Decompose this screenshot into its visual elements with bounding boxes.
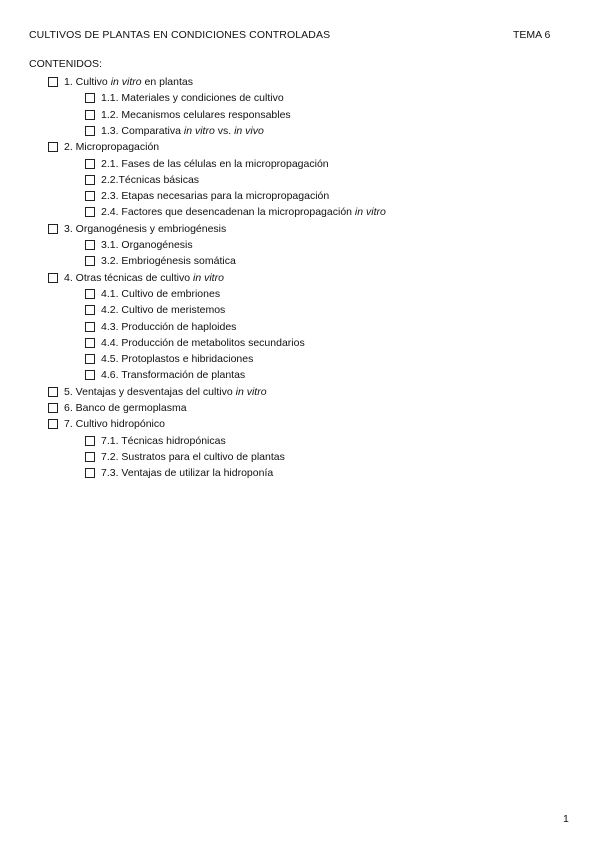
checkbox-icon[interactable] <box>85 452 95 462</box>
checkbox-icon[interactable] <box>85 338 95 348</box>
checkbox-icon[interactable] <box>85 240 95 250</box>
toc-item-label: 7. Cultivo hidropónico <box>64 418 165 431</box>
toc-item-label: 4.4. Producción de metabolitos secundarios <box>101 336 305 349</box>
toc-item-label: 2.1. Fases de las células en la micropropagación <box>101 157 329 170</box>
toc-item-label: 1.3. Comparativa in vitro vs. in vivo <box>101 124 264 137</box>
checkbox-icon[interactable] <box>85 191 95 201</box>
toc-subsection <box>85 319 236 335</box>
toc-subsection <box>85 107 291 123</box>
toc-item-label: 4.3. Producción de haploides <box>101 320 237 333</box>
toc-item-label: 7.2. Sustratos para el cultivo de plantas <box>101 450 285 463</box>
toc-item-label: 2.3. Etapas necesarias para la micropropagación <box>101 190 330 203</box>
toc-item-label: 3. Organogénesis y embriogénesis <box>64 222 227 235</box>
toc-section <box>48 74 193 90</box>
checkbox-icon[interactable] <box>48 387 58 397</box>
toc-subsection <box>85 449 285 465</box>
checkbox-icon[interactable] <box>48 403 58 413</box>
toc-section <box>48 139 159 155</box>
checkbox-icon[interactable] <box>48 142 58 152</box>
toc-subsection <box>85 172 199 188</box>
checkbox-icon[interactable] <box>85 93 95 103</box>
toc-item-label: 4.1. Cultivo de embriones <box>101 287 221 300</box>
checkbox-icon[interactable] <box>48 77 58 87</box>
checkbox-icon[interactable] <box>85 175 95 185</box>
checkbox-icon[interactable] <box>85 305 95 315</box>
toc-item-label: 2. Micropropagación <box>64 141 160 154</box>
page-number: 1 <box>563 813 569 825</box>
toc-item-label: 4.6. Transformación de plantas <box>101 369 246 382</box>
toc-subsection <box>85 302 225 318</box>
toc-item-label: 3.1. Organogénesis <box>101 239 193 251</box>
toc-subsection <box>85 123 264 139</box>
checkbox-icon[interactable] <box>85 126 95 136</box>
document-title: CULTIVOS DE PLANTAS EN CONDICIONES CONTROLADAS <box>29 29 331 41</box>
toc-subsection <box>85 433 226 449</box>
checkbox-icon[interactable] <box>85 289 95 299</box>
toc-subsection <box>85 237 193 253</box>
toc-subsection <box>85 156 329 172</box>
toc-subsection <box>85 204 386 220</box>
toc-section <box>48 270 224 286</box>
toc-item-label: 5. Ventajas y desventajas del cultivo in vitro <box>64 385 267 398</box>
checkbox-icon[interactable] <box>85 322 95 332</box>
toc-subsection <box>85 465 273 481</box>
toc-item-label: 3.2. Embriogénesis somática <box>101 255 236 268</box>
toc-item-label: 2.2.Técnicas básicas <box>101 173 200 186</box>
toc-item-label: 1. Cultivo in vitro en plantas <box>64 76 193 88</box>
topic-label: TEMA 6 <box>513 29 551 41</box>
toc-item-label: 6. Banco de germoplasma <box>64 402 187 414</box>
checkbox-icon[interactable] <box>85 207 95 217</box>
toc-item-label: 1.1. Materiales y condiciones de cultivo <box>101 92 284 105</box>
checkbox-icon[interactable] <box>48 224 58 234</box>
checkbox-icon[interactable] <box>85 354 95 364</box>
toc-section <box>48 384 267 400</box>
toc-subsection <box>85 253 236 269</box>
toc-subsection <box>85 286 220 302</box>
checkbox-icon[interactable] <box>48 273 58 283</box>
toc-item-label: 1.2. Mecanismos celulares responsables <box>101 108 291 121</box>
toc-section <box>48 221 226 237</box>
checkbox-icon[interactable] <box>85 370 95 380</box>
checkbox-icon[interactable] <box>85 468 95 478</box>
toc-subsection <box>85 367 245 383</box>
toc-item-label: 7.1. Técnicas hidropónicas <box>101 434 226 447</box>
toc-subsection <box>85 335 305 351</box>
checkbox-icon[interactable] <box>85 436 95 446</box>
toc-item-label: 4.5. Protoplastos e hibridaciones <box>101 353 254 366</box>
checkbox-icon[interactable] <box>48 419 58 429</box>
toc-subsection <box>85 188 329 204</box>
toc-item-label: 4. Otras técnicas de cultivo in vitro <box>64 271 224 284</box>
toc-item-label: 2.4. Factores que desencadenan la micropropagación in vitro <box>101 206 386 219</box>
contents-heading: CONTENIDOS: <box>29 58 102 70</box>
toc-subsection <box>85 351 253 367</box>
toc-section <box>48 416 165 432</box>
toc-item-label: 7.3. Ventajas de utilizar la hidroponía <box>101 467 274 480</box>
checkbox-icon[interactable] <box>85 256 95 266</box>
toc-item-label: 4.2. Cultivo de meristemos <box>101 304 226 317</box>
toc-section <box>48 400 187 416</box>
checkbox-icon[interactable] <box>85 159 95 169</box>
checkbox-icon[interactable] <box>85 110 95 120</box>
toc-subsection <box>85 90 284 106</box>
